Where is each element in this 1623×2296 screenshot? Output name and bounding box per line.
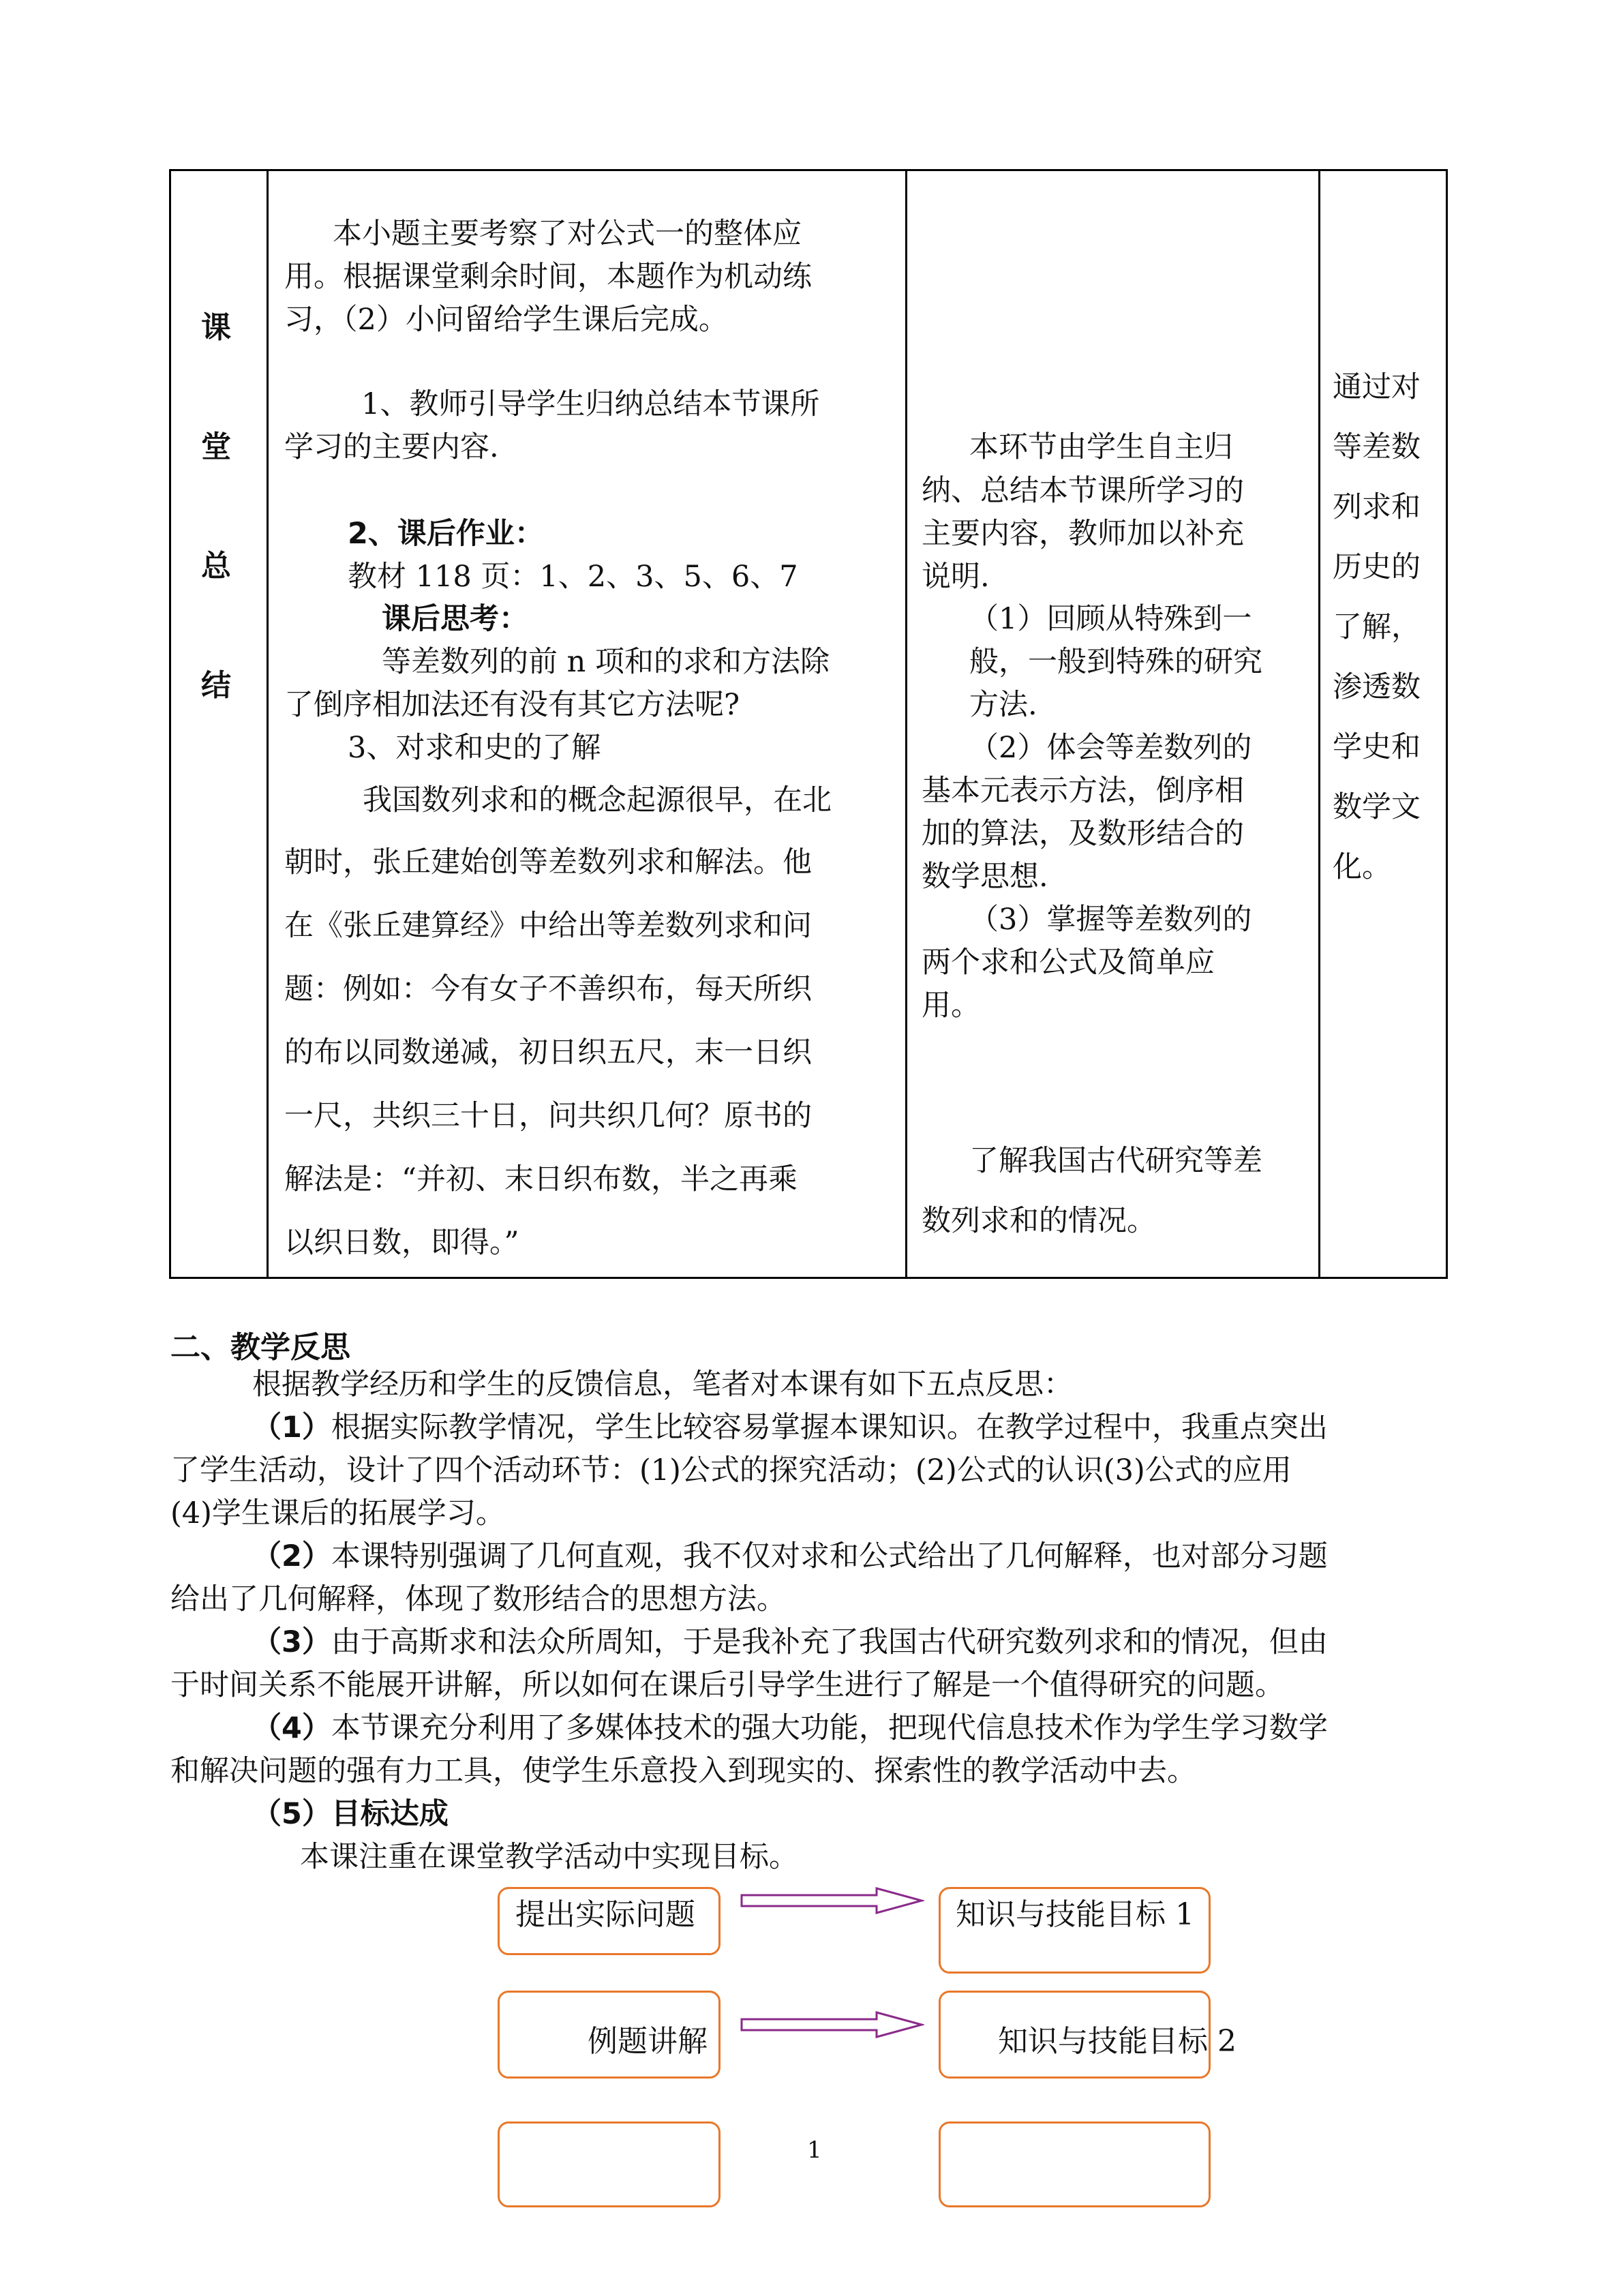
teacher-point1-line-1: 1、教师引导学生归纳总结本节课所 xyxy=(361,387,820,421)
history-line-1: 我国数列求和的概念起源很早，在北 xyxy=(363,783,832,817)
reflection-p1-line-2: 了学生活动，设计了四个活动环节：(1)公式的探究活动；(2)公式的认识(3)公式的应用 xyxy=(170,1453,1292,1487)
reflection-p4-line-2: 和解决问题的强有力工具，使学生乐意投入到现实的、探索性的教学活动中去。 xyxy=(170,1754,1196,1788)
thinking-line-2: 了倒序相加法还有没有其它方法呢? xyxy=(284,688,740,722)
design-intent-line-9: 化。 xyxy=(1333,850,1391,884)
student-item2-line-4: 数学思想. xyxy=(922,860,1048,894)
design-intent-line-5: 了解， xyxy=(1333,610,1421,644)
teacher-point1-line-2: 学习的主要内容. xyxy=(284,430,499,464)
student-item1-line-3: 方法. xyxy=(969,688,1037,722)
flow-right-label-2: 知识与技能目标 2 xyxy=(998,2024,1237,2059)
design-intent-line-4: 历史的 xyxy=(1333,550,1421,584)
flow-right-box-3 xyxy=(939,2121,1211,2207)
student-item2-line-2: 基本元表示方法，倒序相 xyxy=(922,774,1244,808)
table-col-divider-2 xyxy=(905,169,907,1279)
reflection-title: 二、教学反思 xyxy=(170,1330,350,1365)
history-line-4: 题：例如：今有女子不善织布，每天所织 xyxy=(284,972,812,1006)
student-summary-line-1: 本环节由学生自主归 xyxy=(969,430,1233,464)
flow-left-label-2: 例题讲解 xyxy=(588,2024,708,2059)
design-intent-line-7: 学史和 xyxy=(1333,730,1421,764)
student-item1-line-2: 般，一般到特殊的研究 xyxy=(969,645,1262,679)
flow-left-box-3 xyxy=(498,2121,721,2207)
reflection-p3-line-1 xyxy=(252,1621,1328,1664)
student-summary-line-2: 纳、总结本节课所学习的 xyxy=(922,474,1244,508)
reflection-p3-text: 由于高斯求和法众所周知，于是我补充了我国古代研究数列求和的情况，但由 xyxy=(331,1625,1328,1659)
table-border-bottom xyxy=(169,1277,1448,1279)
student-summary-line-4: 说明. xyxy=(922,560,990,594)
stage-char-4: 结 xyxy=(201,668,231,703)
teacher-point3: 3、对求和史的了解 xyxy=(348,731,601,765)
reflection-p1-line-1 xyxy=(252,1406,1328,1449)
reflection-p2-text: 本课特别强调了几何直观，我不仅对求和公式给出了几何解释，也对部分习题 xyxy=(331,1539,1328,1573)
reflection-p1-line-3: (4)学生课后的拓展学习。 xyxy=(170,1496,505,1530)
design-intent-line-2: 等差数 xyxy=(1333,430,1421,464)
history-line-8: 以织日数，即得。” xyxy=(284,1226,519,1260)
homework-title: 2、课后作业： xyxy=(348,517,544,551)
table-border-top xyxy=(169,169,1448,171)
student-item2-line-3: 加的算法，及数形结合的 xyxy=(922,817,1244,851)
reflection-p2-num: （2） xyxy=(252,1539,331,1573)
reflection-p4-num: （4） xyxy=(252,1711,331,1745)
reflection-p4-line-1 xyxy=(252,1707,1328,1750)
student-history-note-line-2: 数列求和的情况。 xyxy=(922,1204,1156,1238)
stage-char-3: 总 xyxy=(201,549,231,584)
homework-detail: 教材 118 页：1、2、3、5、6、7 xyxy=(348,560,798,594)
teacher-intro-line-2: 用。根据课堂剩余时间，本题作为机动练 xyxy=(284,260,812,294)
history-line-6: 一尺，共织三十日，问共织几何？原书的 xyxy=(284,1099,812,1133)
table-col-divider-3 xyxy=(1318,169,1320,1279)
history-line-7: 解法是：“并初、末日织布数，半之再乘 xyxy=(284,1162,798,1196)
history-line-3: 在《张丘建算经》中给出等差数列求和问 xyxy=(284,909,812,943)
table-border-right xyxy=(1446,169,1448,1279)
table-col-divider-1 xyxy=(267,169,269,1279)
student-item3-line-2: 两个求和公式及简单应 xyxy=(922,946,1215,980)
table-border-left xyxy=(169,169,171,1279)
flow-left-label-1: 提出实际问题 xyxy=(515,1897,695,1932)
student-item3-line-3: 用。 xyxy=(922,988,980,1023)
student-item2-line-1: （2）体会等差数列的 xyxy=(969,731,1252,765)
reflection-p5-title: （5）目标达成 xyxy=(252,1797,449,1831)
flow-arrow-1 xyxy=(740,1886,924,1916)
page-number: 1 xyxy=(807,2136,822,2164)
reflection-p3-line-2: 于时间关系不能展开讲解，所以如何在课后引导学生进行了解是一个值得研究的问题。 xyxy=(170,1668,1284,1702)
student-history-note-line-1: 了解我国古代研究等差 xyxy=(969,1144,1262,1178)
reflection-intro: 根据教学经历和学生的反馈信息，笔者对本课有如下五点反思： xyxy=(252,1368,1073,1402)
reflection-p2-line-2: 给出了几何解释，体现了数形结合的思想方法。 xyxy=(170,1582,786,1616)
stage-char-1: 课 xyxy=(201,310,231,345)
student-item3-line-1: （3）掌握等差数列的 xyxy=(969,903,1252,937)
design-intent-line-6: 渗透数 xyxy=(1333,670,1421,704)
reflection-p1-text: 根据实际教学情况，学生比较容易掌握本课知识。在教学过程中，我重点突出 xyxy=(331,1410,1328,1445)
reflection-p3-num: （3） xyxy=(252,1625,331,1659)
teacher-intro-line-1: 本小题主要考察了对公式一的整体应 xyxy=(333,217,802,251)
reflection-p1-num: （1） xyxy=(252,1410,331,1445)
design-intent-line-3: 列求和 xyxy=(1333,490,1421,524)
thinking-line-1: 等差数列的前 n 项和的求和方法除 xyxy=(382,645,830,679)
history-line-5: 的布以同数递减，初日织五尺，末一日织 xyxy=(284,1036,812,1070)
thinking-title: 课后思考： xyxy=(382,602,528,636)
reflection-p5-text: 本课注重在课堂教学活动中实现目标。 xyxy=(300,1840,798,1874)
reflection-p4-text: 本节课充分利用了多媒体技术的强大功能，把现代信息技术作为学生学习数学 xyxy=(331,1711,1328,1745)
design-intent-line-1: 通过对 xyxy=(1333,370,1421,404)
history-line-2: 朝时，张丘建始创等差数列求和解法。他 xyxy=(284,845,812,879)
student-summary-line-3: 主要内容，教师加以补充 xyxy=(922,517,1244,551)
student-item1-line-1: （1）回顾从特殊到一 xyxy=(969,602,1252,636)
reflection-p2-line-1 xyxy=(252,1535,1328,1578)
flow-right-label-1: 知识与技能目标 1 xyxy=(956,1897,1194,1932)
design-intent-line-8: 数学文 xyxy=(1333,790,1421,824)
stage-char-2: 堂 xyxy=(201,429,231,464)
teacher-intro-line-3: 习，（2）小问留给学生课后完成。 xyxy=(284,303,728,337)
flow-arrow-2 xyxy=(740,2010,924,2040)
